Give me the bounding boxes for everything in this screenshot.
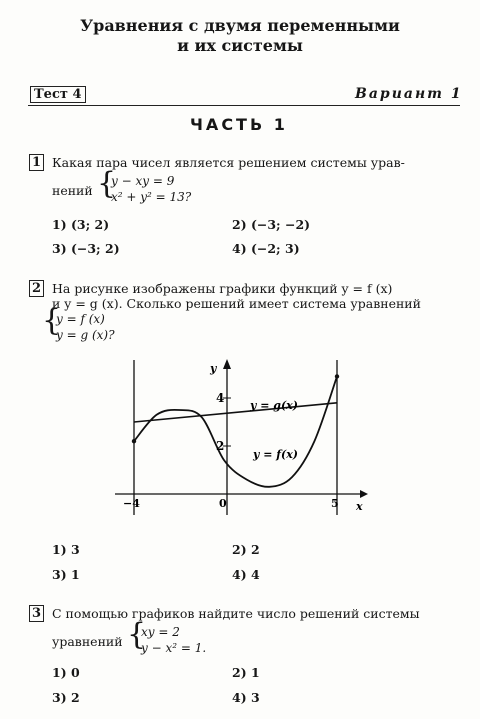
curve-endpoint xyxy=(335,374,339,378)
answer-option[interactable]: 4) 3 xyxy=(232,690,260,705)
question-number: 1 xyxy=(29,154,44,171)
page-title-line1: Уравнения с двумя переменными xyxy=(80,16,400,35)
f-function-curve xyxy=(134,376,337,486)
answer-option[interactable]: 4) 4 xyxy=(232,567,260,582)
system-equation: y − xy = 9 xyxy=(111,174,175,188)
system-equation: y = f (x) xyxy=(56,312,105,326)
answer-option[interactable]: 4) (−2; 3) xyxy=(232,241,300,256)
g-function-line xyxy=(134,403,337,422)
system-brace: { xyxy=(97,166,117,201)
system-equation: x² + y² = 13? xyxy=(111,190,192,204)
answer-option[interactable]: 2) (−3; −2) xyxy=(232,217,311,232)
answer-option[interactable]: 1) 0 xyxy=(52,665,80,680)
curve-endpoint xyxy=(132,439,136,443)
question-number: 3 xyxy=(29,605,44,622)
variant-label: Вариант 1 xyxy=(355,86,463,102)
x-tick-label: 0 xyxy=(219,497,227,510)
system-equation: y = g (x)? xyxy=(56,328,115,342)
header-divider xyxy=(28,105,460,106)
system-brace: { xyxy=(127,617,147,652)
answer-option[interactable]: 1) 3 xyxy=(52,542,80,557)
answer-option[interactable]: 2) 2 xyxy=(232,542,260,557)
answer-option[interactable]: 2) 1 xyxy=(232,665,260,680)
g-function-label: y = g(x) xyxy=(250,399,298,412)
page-title-line2: и их системы xyxy=(177,36,303,55)
x-tick-label: −4 xyxy=(123,497,140,510)
x-axis-label: x xyxy=(356,500,363,513)
system-equation: xy = 2 xyxy=(141,625,180,639)
f-function-label: y = f(x) xyxy=(253,448,298,461)
x-axis-arrow xyxy=(360,490,368,498)
system-equation: y − x² = 1. xyxy=(141,641,207,655)
question-text: нений xyxy=(52,183,93,198)
function-graph xyxy=(110,355,380,520)
question-text: и y = g (x). Сколько решений имеет система уравнений xyxy=(52,296,421,311)
part-label: ЧАСТЬ 1 xyxy=(190,115,288,134)
answer-option[interactable]: 3) (−3; 2) xyxy=(52,241,120,256)
y-axis-arrow xyxy=(223,359,231,369)
question-text: Какая пара чисел является решением системы урав- xyxy=(52,155,405,170)
y-tick-label: 4 xyxy=(216,391,225,405)
test-label: Тест 4 xyxy=(30,86,86,103)
system-brace: { xyxy=(42,303,62,338)
answer-option[interactable]: 3) 1 xyxy=(52,567,80,582)
question-text: С помощью графиков найдите число решений системы xyxy=(52,606,420,621)
x-tick-label: 5 xyxy=(331,497,339,510)
question-number: 2 xyxy=(29,280,44,297)
question-text: На рисунке изображены графики функций y = f (x) xyxy=(52,281,393,296)
y-axis-label: y xyxy=(210,362,217,375)
answer-option[interactable]: 3) 2 xyxy=(52,690,80,705)
question-text: уравнений xyxy=(52,634,123,649)
y-tick-label: 2 xyxy=(216,439,225,453)
answer-option[interactable]: 1) (3; 2) xyxy=(52,217,110,232)
